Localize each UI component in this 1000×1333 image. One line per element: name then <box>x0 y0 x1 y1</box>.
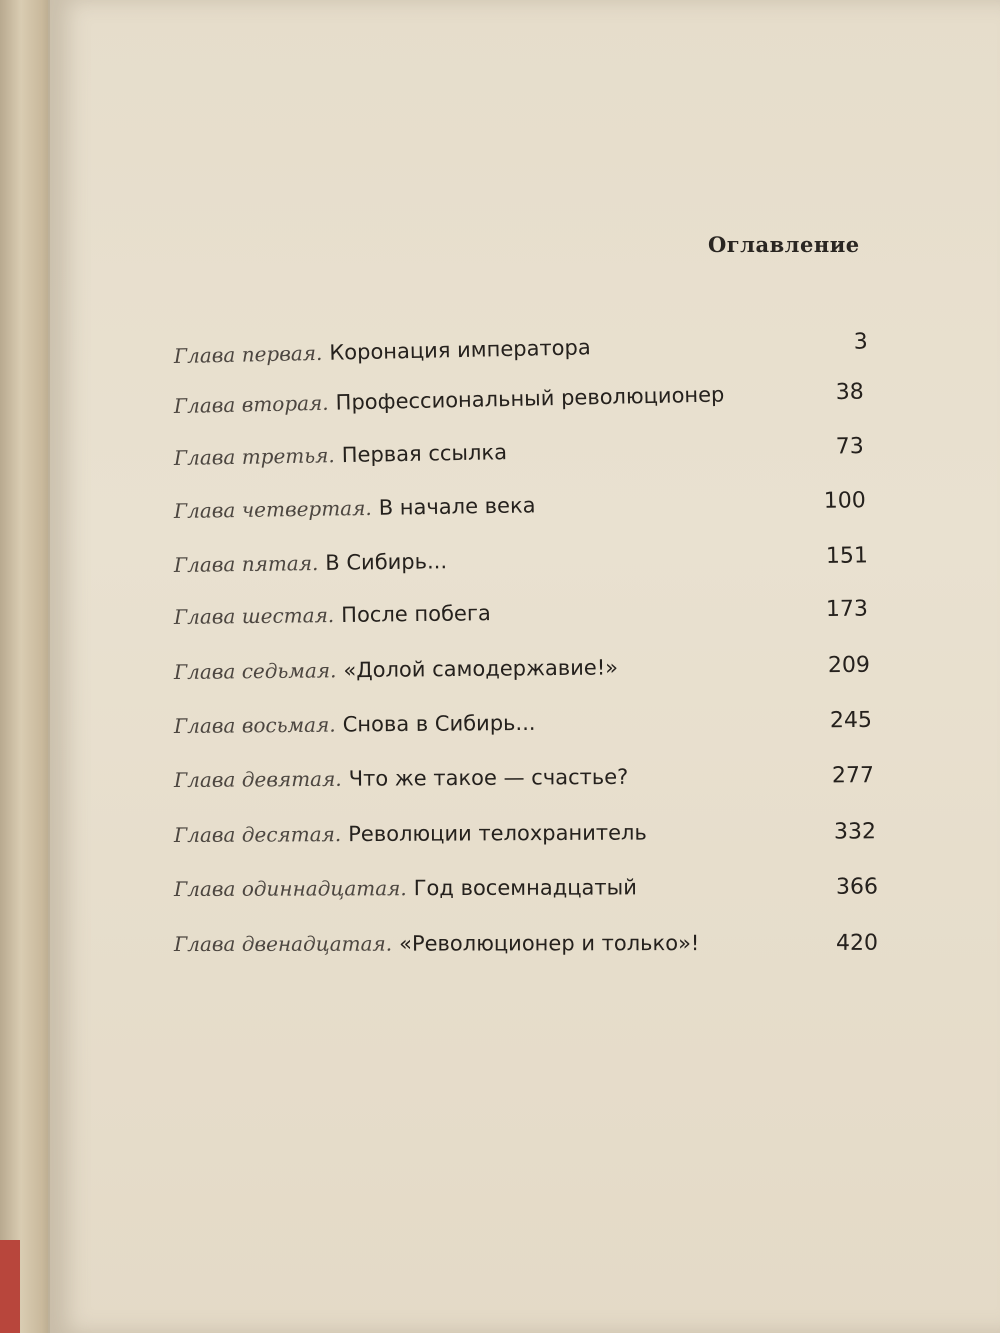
page-number: 366 <box>835 874 879 900</box>
chapter-title: Коронация императора <box>329 335 591 365</box>
toc-entry <box>174 875 878 913</box>
chapter-title: «Революционер и только»! <box>399 931 700 956</box>
page-number: 332 <box>833 819 877 845</box>
chapter-title: В Сибирь... <box>325 549 448 575</box>
chapter-number: Глава двенадцатая. <box>173 931 393 956</box>
chapter-number: Глава одиннадцатая. <box>173 876 407 901</box>
page-number: 209 <box>827 652 871 679</box>
page-number: 173 <box>825 596 869 623</box>
chapter-title: Год восемнадцатый <box>413 875 637 901</box>
toc-entry <box>174 543 868 589</box>
toc-heading: Оглавление <box>708 232 860 257</box>
page-number: 420 <box>835 930 879 956</box>
toc-entry-label <box>174 335 591 369</box>
toc-entry-label <box>174 655 618 685</box>
chapter-title: Профессиональный революционер <box>335 382 725 415</box>
chapter-title: «Долой самодержавие!» <box>343 655 619 683</box>
page-number: 100 <box>823 488 867 514</box>
toc-entry-label <box>174 493 536 524</box>
book-page <box>48 0 1000 1333</box>
chapter-number: Глава седьмая. <box>173 658 337 684</box>
toc-entry <box>174 434 865 482</box>
toc-entry <box>174 763 874 804</box>
toc-entry-label <box>174 821 647 848</box>
chapter-number: Глава первая. <box>173 340 323 368</box>
toc-entry-label <box>174 382 725 419</box>
chapter-number: Глава пятая. <box>173 550 319 577</box>
chapter-title: Первая ссылка <box>341 440 508 468</box>
chapter-title: В начале века <box>378 493 536 520</box>
toc-entry <box>174 380 865 430</box>
book-cover-edge <box>0 1240 20 1333</box>
toc-entry-label <box>174 549 447 578</box>
toc-entry <box>174 708 872 750</box>
page-number: 277 <box>831 763 875 789</box>
toc-entry-label <box>174 875 637 902</box>
toc-entry-label <box>174 765 629 793</box>
page-number: 245 <box>829 707 873 734</box>
toc-entry-label <box>174 931 699 957</box>
chapter-number: Глава третья. <box>173 443 335 470</box>
toc-entry-label <box>174 440 508 471</box>
toc-entry <box>174 653 870 696</box>
toc-entry <box>174 488 866 535</box>
page-number: 38 <box>835 379 864 406</box>
page-number: 3 <box>853 329 868 355</box>
chapter-number: Глава шестая. <box>173 603 335 629</box>
chapter-number: Глава девятая. <box>173 766 342 792</box>
page-number: 151 <box>825 543 869 569</box>
chapter-title: Революции телохранитель <box>348 820 647 847</box>
page-number: 73 <box>835 433 865 460</box>
toc-entry-label <box>174 601 491 630</box>
toc-entry <box>174 597 868 641</box>
toc-entry <box>174 931 878 968</box>
toc-entry-label <box>174 711 536 739</box>
chapter-number: Глава десятая. <box>173 822 342 847</box>
toc-entry <box>174 819 876 859</box>
chapter-number: Глава четвертая. <box>173 495 372 523</box>
chapter-number: Глава вторая. <box>173 390 329 418</box>
toc-entry <box>174 329 869 380</box>
chapter-title: Что же такое — счастье? <box>348 764 629 791</box>
chapter-number: Глава восьмая. <box>173 712 336 738</box>
chapter-title: После побега <box>341 601 491 627</box>
chapter-title: Снова в Сибирь... <box>342 710 536 737</box>
